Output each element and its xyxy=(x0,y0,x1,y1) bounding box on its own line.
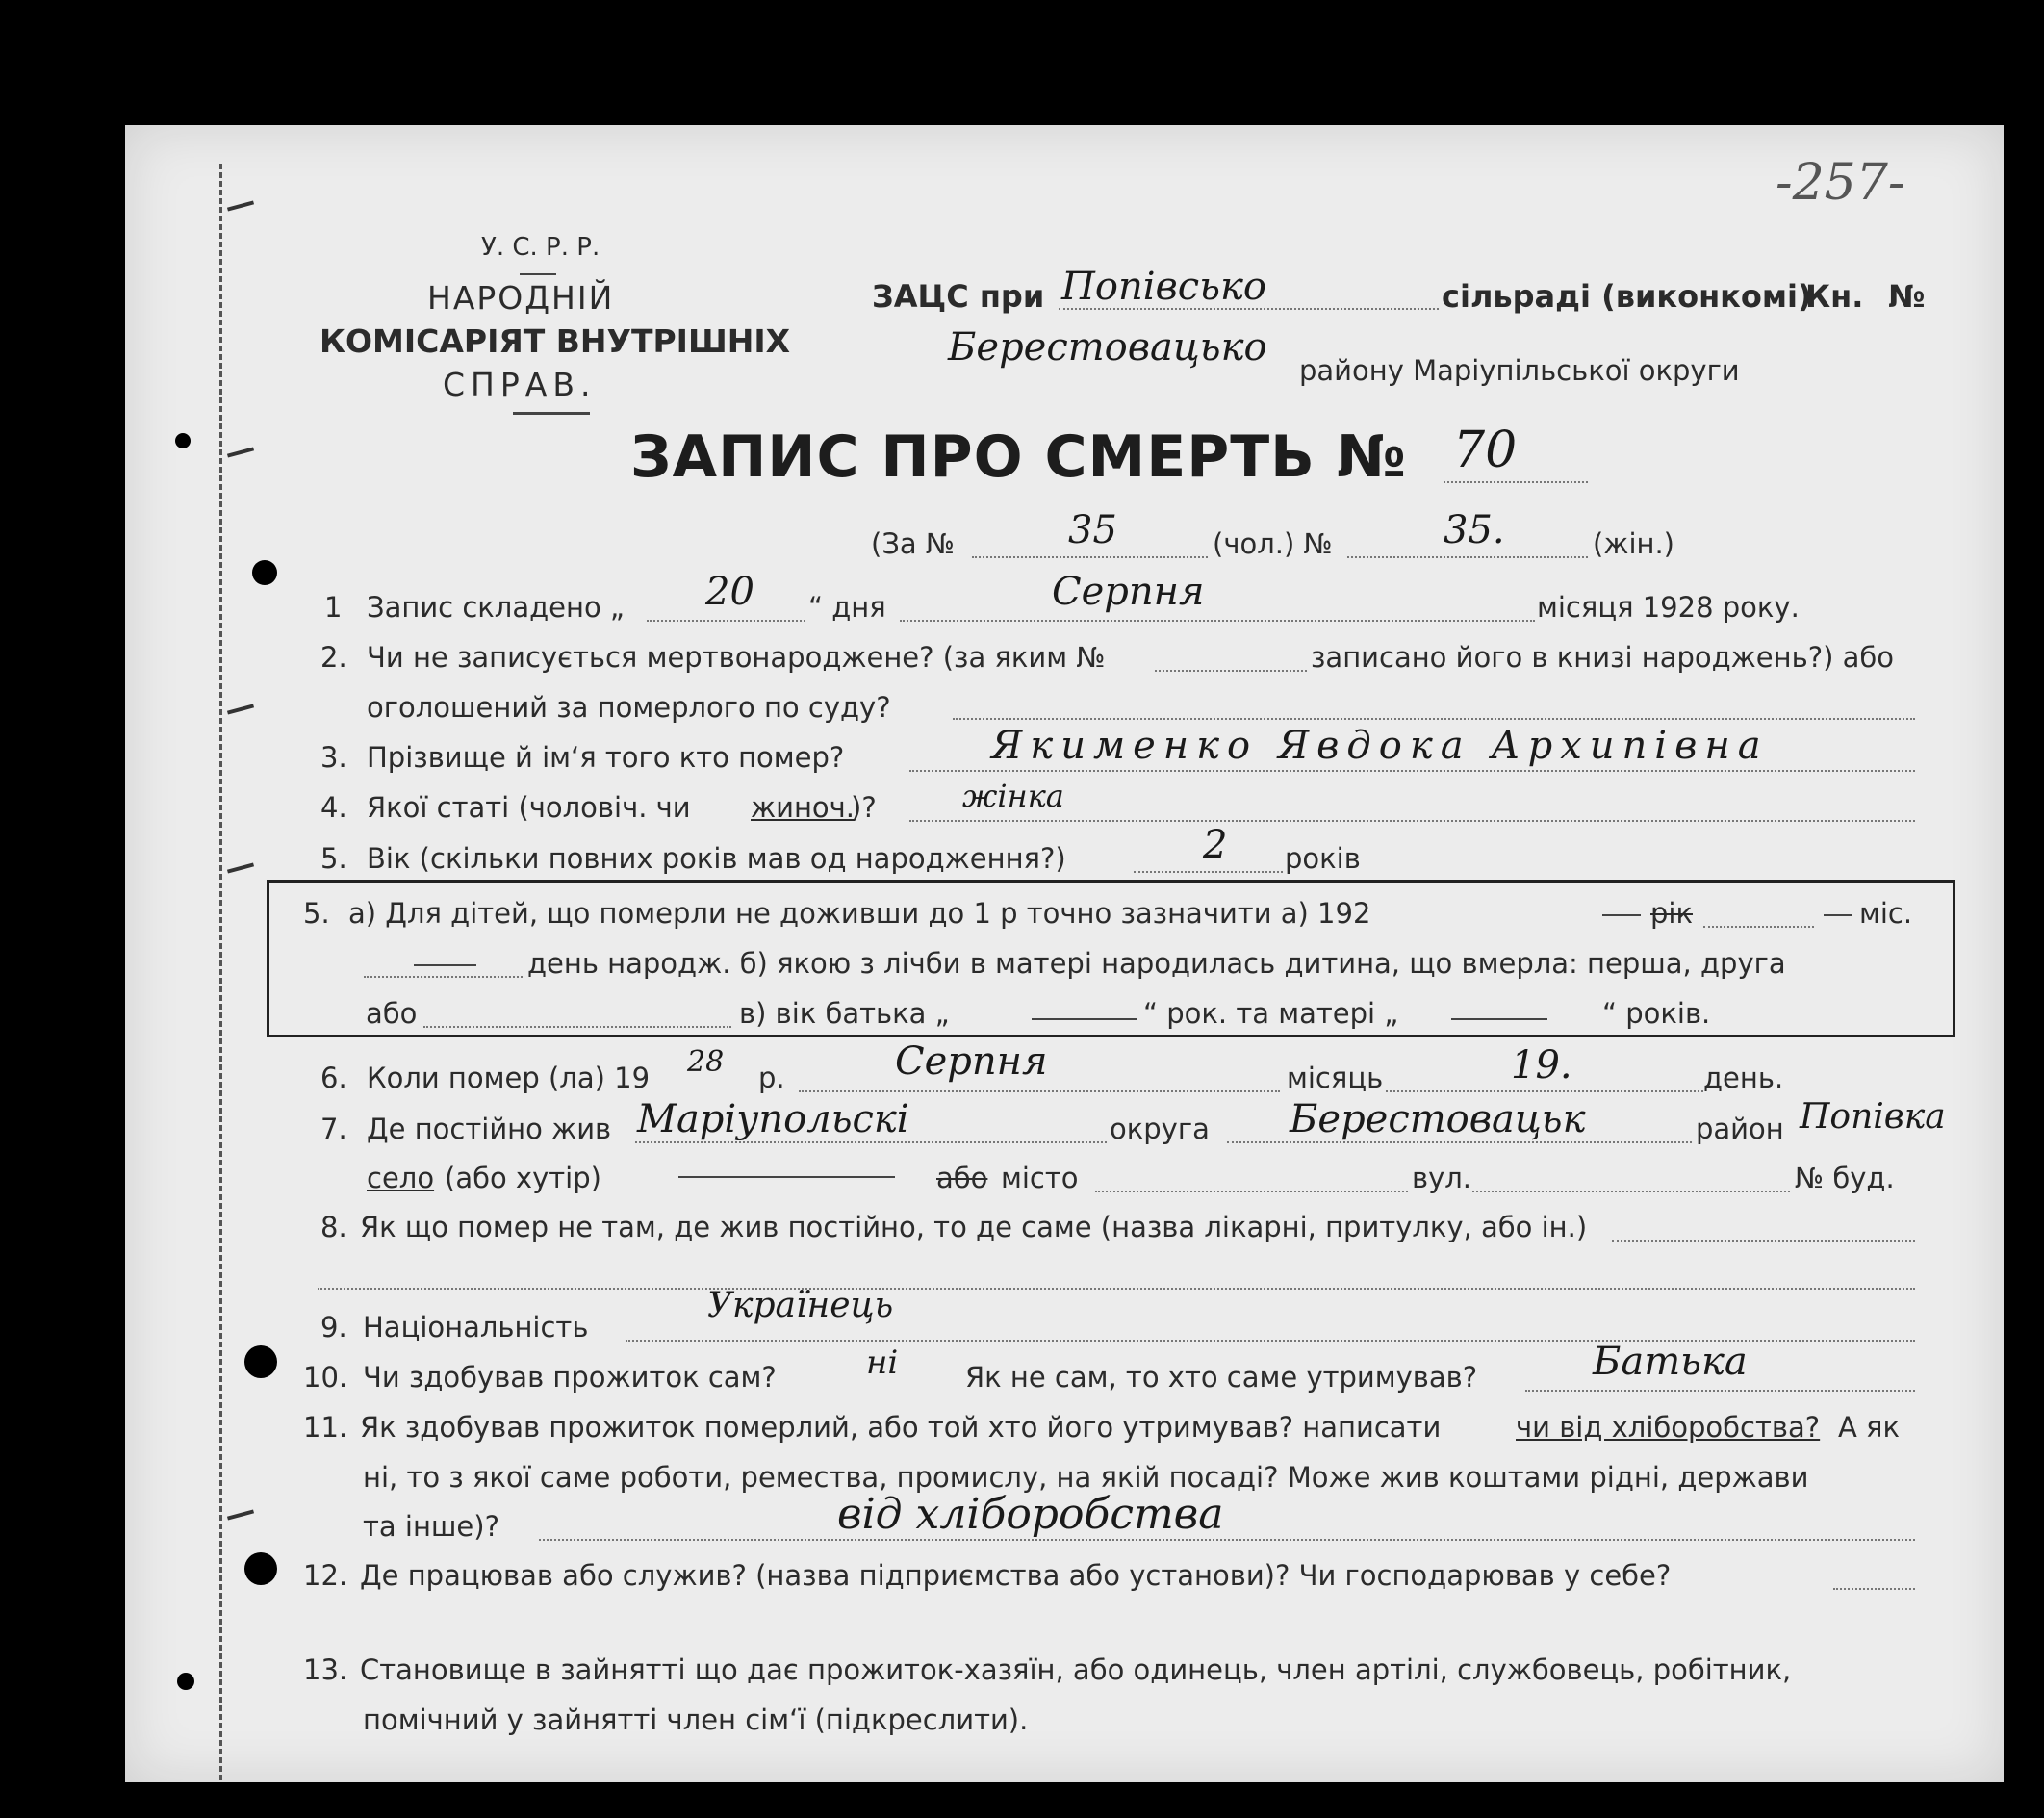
field-1-day-label: “ дня xyxy=(808,591,886,624)
binder-hole xyxy=(177,1673,194,1690)
field-4-label-a: Якої статі (чоловіч. чи xyxy=(367,791,691,824)
dash-mark xyxy=(1824,914,1852,916)
death-month: Серпня xyxy=(895,1039,1048,1084)
book-label: Кн. xyxy=(1805,278,1864,315)
dotted-line xyxy=(539,1539,1915,1541)
document-title: ЗАПИС ПРО СМЕРТЬ № xyxy=(630,423,1407,491)
field-2-line-2: оголошений за померлого по суду? xyxy=(367,691,891,724)
field-5-label: Вік (скільки повних років мав од народження?) xyxy=(367,842,1066,875)
field-10-label-a: Чи здобував прожиток сам? xyxy=(363,1361,777,1394)
dotted-line xyxy=(1472,1191,1790,1192)
residence-okruha: Маріупольскі xyxy=(637,1097,909,1141)
male-number: 35 xyxy=(1068,508,1117,552)
field-1-number: 1 xyxy=(324,591,343,624)
field-4-number: 4. xyxy=(320,791,347,824)
field-5a-line-3a: або xyxy=(366,997,418,1030)
dotted-line xyxy=(364,976,523,978)
field-11-number: 11. xyxy=(303,1411,348,1444)
dotted-line xyxy=(1703,926,1814,928)
archive-number: -257- xyxy=(1776,154,1905,212)
divider xyxy=(513,412,590,415)
field-5a-rik: рік xyxy=(1650,897,1693,930)
binder-hole xyxy=(175,433,191,448)
field-1-label: Запис складено „ xyxy=(367,591,625,624)
field-12-number: 12. xyxy=(303,1559,348,1592)
field-6-number: 6. xyxy=(320,1062,347,1094)
binder-hole xyxy=(244,1552,277,1585)
field-5a-line-3b: в) вік батька „ xyxy=(739,997,950,1030)
field-5a-line-3d: “ років. xyxy=(1602,997,1711,1030)
field-7-okruha-label: округа xyxy=(1110,1113,1210,1145)
field-5a-line-2: день народж. б) якою з лічби в матері народилась дитина, що вмерла: перша, друга xyxy=(527,947,1786,980)
livelihood-value: від хліборобства xyxy=(837,1490,1224,1539)
field-11-line-3: та інше)? xyxy=(363,1510,499,1543)
female-label: (жін.) xyxy=(1593,527,1674,560)
nationality-value: Українець xyxy=(707,1286,894,1325)
field-10-number: 10. xyxy=(303,1361,348,1394)
dotted-line xyxy=(799,1090,1280,1092)
field-7-street-label: вул. xyxy=(1412,1162,1472,1194)
sex-value: жінка xyxy=(962,778,1064,814)
za-label: (За № xyxy=(871,527,956,560)
dash-mark xyxy=(678,1176,895,1178)
field-7-number: 7. xyxy=(320,1113,347,1145)
field-7-abo: або xyxy=(936,1162,988,1194)
field-6-month-label: місяць xyxy=(1287,1062,1384,1094)
self-supporting-value: ні xyxy=(866,1344,899,1382)
field-11-line-2: ні, то з якої саме роботи, ремества, промислу, на якій посаді? Може жив коштами рідні, держави xyxy=(363,1461,1809,1494)
perforation-line xyxy=(219,164,222,1780)
field-5a-line-3c: “ рок. та матері „ xyxy=(1143,997,1399,1030)
death-day: 19. xyxy=(1511,1043,1572,1088)
field-5-number: 5. xyxy=(320,842,347,875)
field-7-khutir: (або хутір) xyxy=(445,1162,601,1194)
dotted-line xyxy=(972,556,1208,558)
age-value: 2 xyxy=(1203,823,1228,867)
field-4-label-c: )? xyxy=(851,791,877,824)
district-value: Берестовацько xyxy=(948,325,1267,370)
field-2-number: 2. xyxy=(320,641,347,674)
field-2-line-1b: записано його в книзі народжень?) або xyxy=(1311,641,1895,674)
field-9-number: 9. xyxy=(320,1311,347,1344)
dotted-line xyxy=(635,1141,1107,1143)
deceased-name: Якименко Явдока Архипівна xyxy=(991,724,1769,768)
death-year: 28 xyxy=(687,1045,725,1079)
field-11-line-1c: А як xyxy=(1838,1411,1901,1444)
village-council-value: Попівсько xyxy=(1061,265,1266,309)
dash-mark xyxy=(414,964,476,966)
field-11-line-1a: Як здобував прожиток померлий, або той хто його утримував? написати xyxy=(360,1411,1442,1444)
dotted-line xyxy=(1347,556,1588,558)
record-month: Серпня xyxy=(1052,570,1205,614)
field-5a-mis: міс. xyxy=(1859,897,1913,930)
dotted-line xyxy=(1444,481,1588,483)
record-number: 70 xyxy=(1453,422,1518,479)
dotted-line xyxy=(1525,1390,1915,1392)
dotted-line xyxy=(900,620,1535,622)
dash-mark xyxy=(1602,914,1641,916)
field-7-rayon-label: район xyxy=(1696,1113,1784,1145)
dotted-line xyxy=(1833,1588,1915,1590)
field-6-label: Коли помер (ла) 19 xyxy=(367,1062,651,1094)
field-12-label: Де працював або служив? (назва підприємства або установи)? Чи господарював у себе? xyxy=(360,1559,1672,1592)
field-13-line-1: Становище в зайнятті що дає прожиток-хазяїн, або одинець, член артілі, службовець, робітник, xyxy=(360,1653,1792,1686)
council-label: сільраді (виконкомі) xyxy=(1442,278,1812,315)
dash-mark xyxy=(1032,1018,1137,1020)
field-3-number: 3. xyxy=(320,741,347,774)
field-8-label: Як що помер не там, де жив постійно, то де саме (назва лікарні, притулку, або ін.) xyxy=(360,1211,1588,1243)
record-day: 20 xyxy=(705,570,754,614)
dash-mark xyxy=(1451,1018,1547,1020)
field-3-label: Прізвище й ім‘я того кто помер? xyxy=(367,741,845,774)
field-7-selo: село xyxy=(367,1162,435,1194)
field-13-line-2: помічний у зайнятті член сім‘ї (підкреслити). xyxy=(363,1703,1029,1736)
field-6-r: р. xyxy=(758,1062,785,1094)
field-10-label-b: Як не сам, то хто саме утримував? xyxy=(965,1361,1478,1394)
dotted-line xyxy=(909,820,1915,822)
field-5a-number: 5. xyxy=(303,897,330,930)
dotted-line xyxy=(1227,1141,1692,1143)
binder-hole xyxy=(252,560,277,585)
dotted-line xyxy=(1155,670,1307,672)
number-label: № xyxy=(1888,278,1926,315)
field-5a-line-1: а) Для дітей, що померли не доживши до 1 р точно зазначити а) 192 xyxy=(348,897,1371,930)
residence-rayon: Берестовацьк xyxy=(1290,1097,1586,1141)
agency-line-2: КОМІСАРІЯТ ВНУТРІШНІХ xyxy=(319,322,791,360)
dotted-line xyxy=(423,1026,731,1028)
field-11-line-1b: чи від хліборобства? xyxy=(1516,1411,1821,1444)
field-4-label-female: жиноч. xyxy=(751,791,856,824)
agency-line-1: НАРОДНІЙ xyxy=(427,279,615,317)
field-7-building-label: № буд. xyxy=(1795,1162,1895,1194)
binder-hole xyxy=(244,1345,277,1378)
dotted-line xyxy=(909,770,1915,772)
field-1-suffix: місяця 1928 року. xyxy=(1537,591,1800,624)
dotted-line xyxy=(1095,1191,1408,1192)
field-7-label: Де постійно жив xyxy=(367,1113,612,1145)
dotted-line xyxy=(1612,1240,1915,1242)
dotted-line xyxy=(647,620,805,622)
republic-label: У. С. Р. Р. xyxy=(481,233,600,262)
dotted-line xyxy=(1134,871,1283,873)
field-13-number: 13. xyxy=(303,1653,348,1686)
dotted-line xyxy=(953,718,1915,720)
dotted-line xyxy=(318,1288,1915,1290)
male-label: (чол.) № xyxy=(1213,527,1333,560)
residence-village: Попівка xyxy=(1800,1097,1946,1137)
dotted-line xyxy=(1386,1090,1703,1092)
district-label: району Маріупільської округи xyxy=(1299,354,1740,387)
field-9-label: Національність xyxy=(363,1311,589,1344)
field-7-misto: місто xyxy=(1001,1162,1079,1194)
field-5-suffix: років xyxy=(1285,842,1361,875)
field-6-day-label: день. xyxy=(1703,1062,1784,1094)
divider xyxy=(520,273,556,275)
supported-by-value: Батька xyxy=(1593,1340,1748,1384)
dotted-line xyxy=(1059,308,1439,310)
female-number: 35. xyxy=(1444,508,1505,552)
zags-prefix: ЗАЦС при xyxy=(872,278,1045,315)
agency-line-3: СПРАВ. xyxy=(443,366,597,403)
field-2-line-1a: Чи не записується мертвонароджене? (за яким № xyxy=(367,641,1106,674)
field-8-number: 8. xyxy=(320,1211,347,1243)
